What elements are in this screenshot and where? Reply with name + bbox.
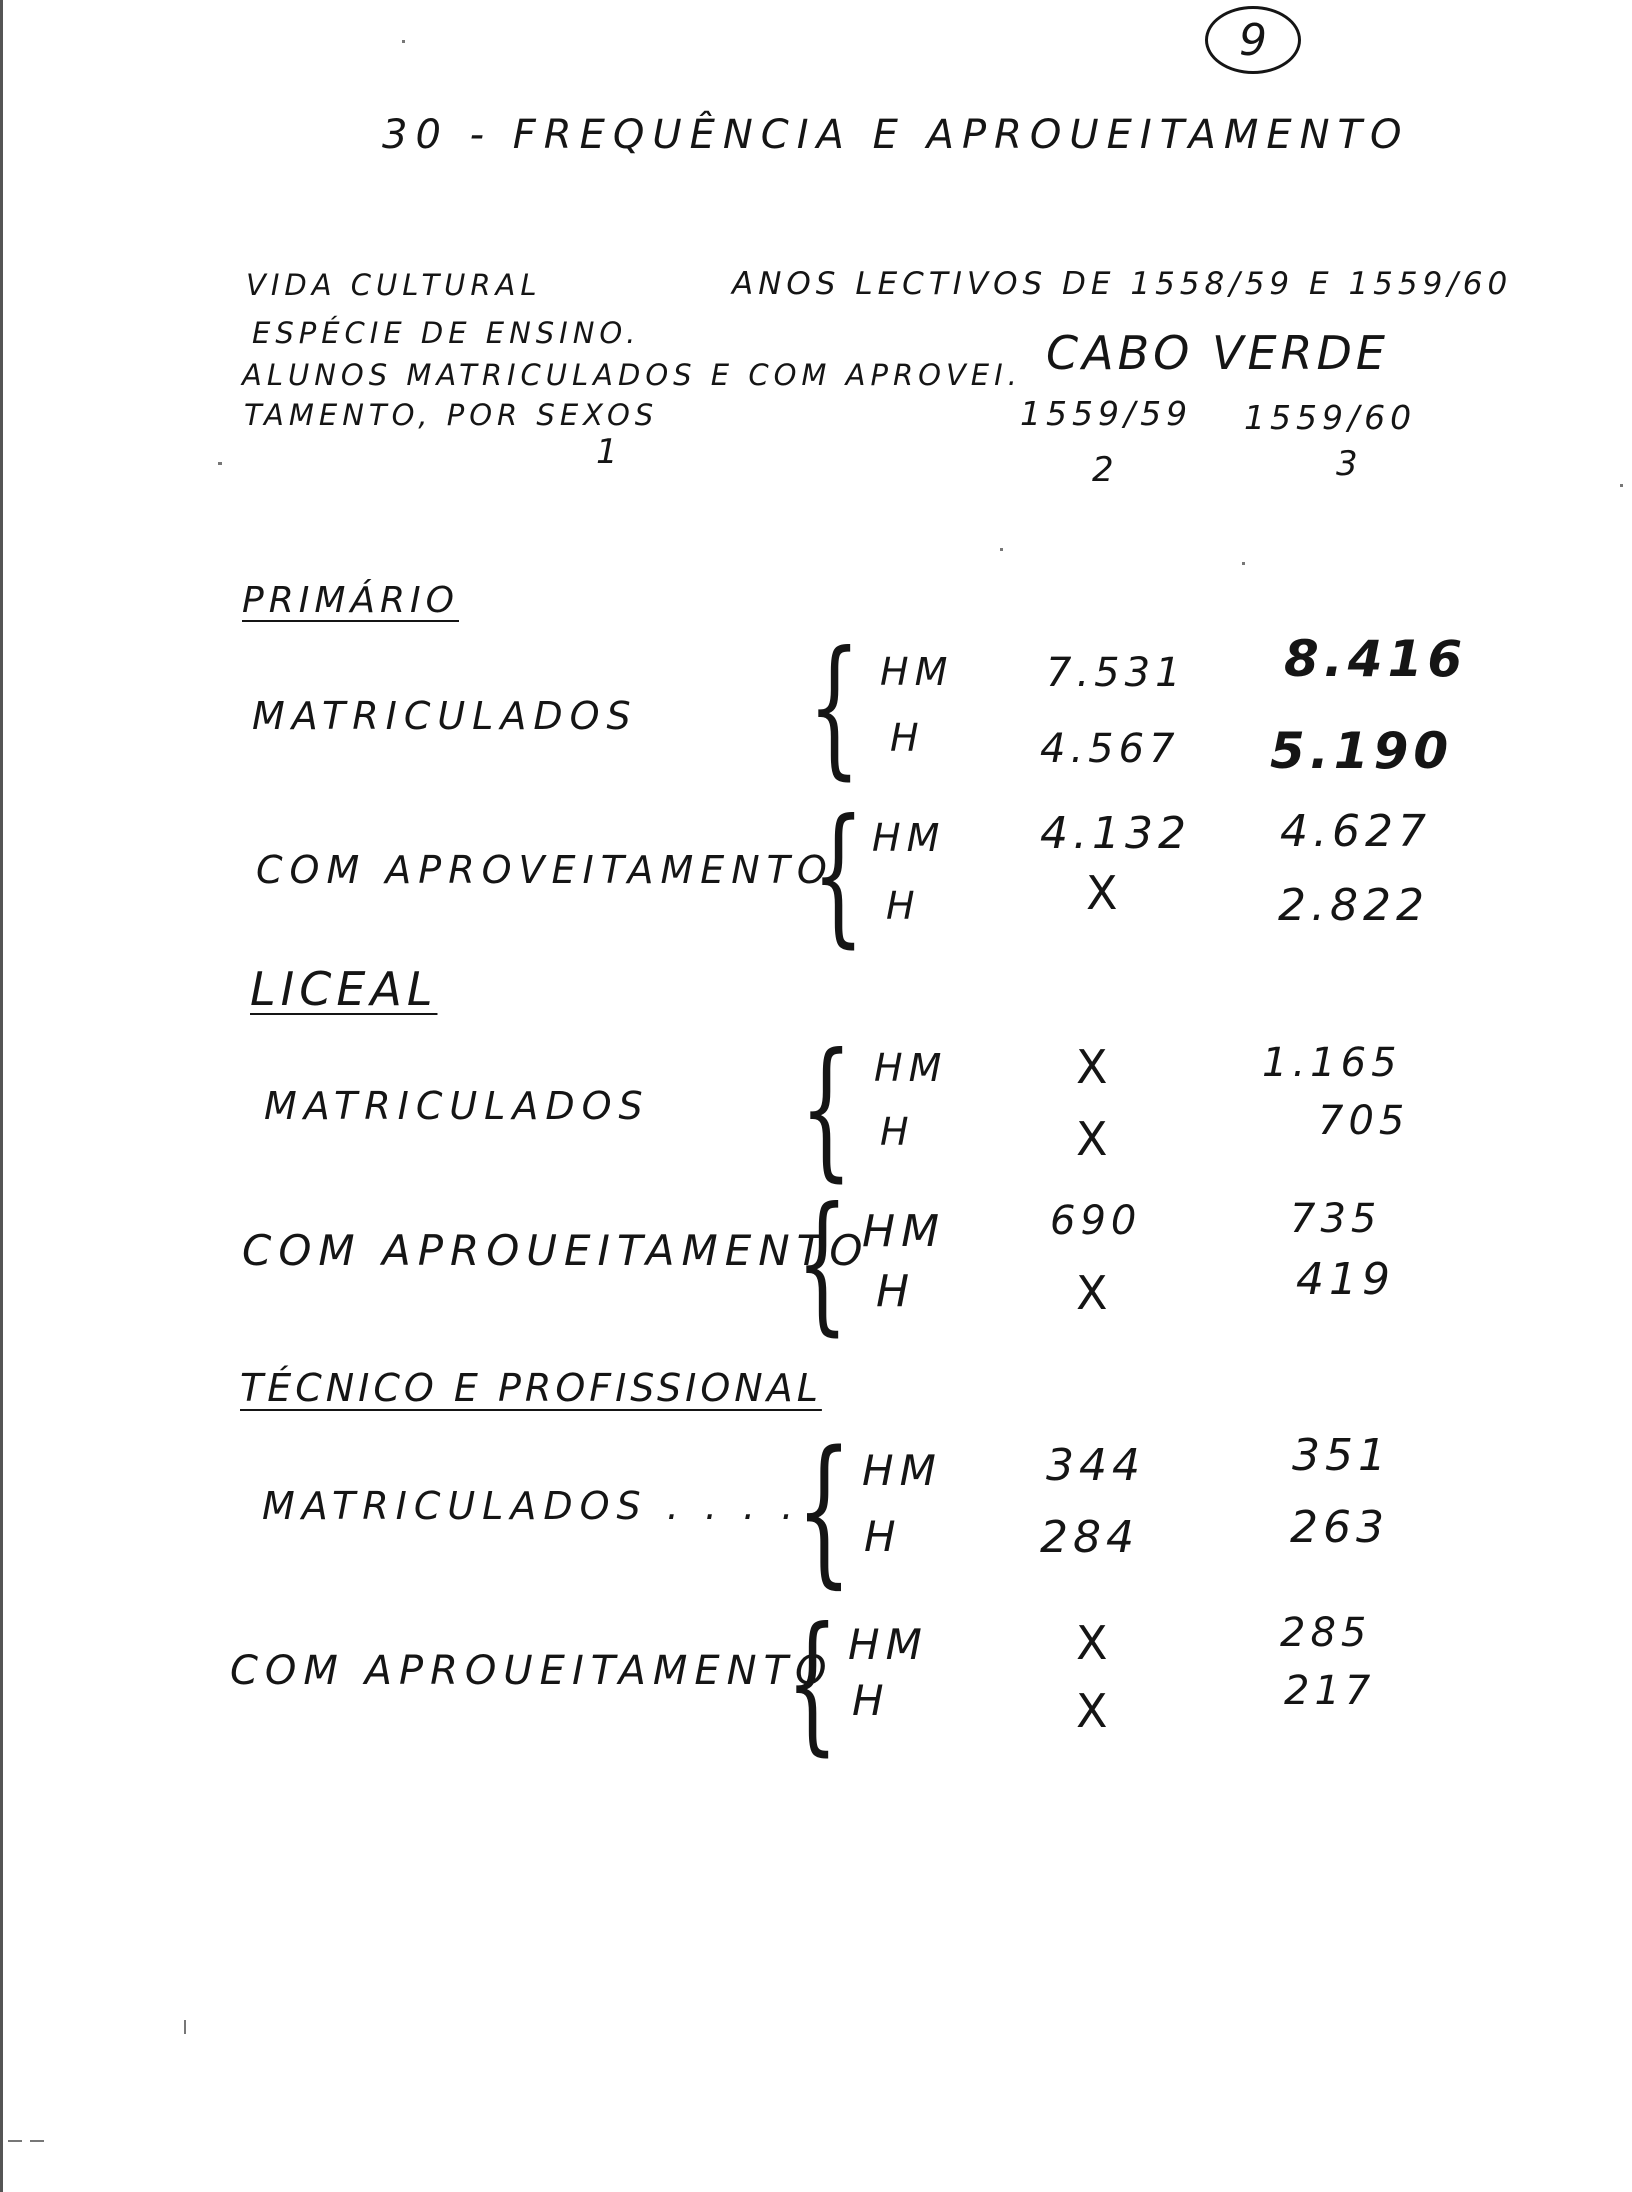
column-number-2: 2 bbox=[1092, 450, 1118, 490]
sex-label: H bbox=[852, 1676, 890, 1725]
value-cell: 8.416 bbox=[1284, 630, 1468, 688]
value-cell: 4.567 bbox=[1040, 726, 1180, 772]
value-cell: 2.822 bbox=[1278, 880, 1429, 931]
sex-label: H bbox=[864, 1512, 902, 1561]
sex-label: HM bbox=[862, 1206, 946, 1257]
value-cell: X bbox=[1076, 1112, 1113, 1166]
year-column-1: 1559/59 bbox=[1020, 394, 1193, 433]
sex-label: H bbox=[876, 1266, 916, 1317]
scan-speck bbox=[30, 2140, 44, 2142]
value-cell: 690 bbox=[1050, 1198, 1142, 1244]
sex-label: H bbox=[886, 884, 921, 928]
column-number-3: 3 bbox=[1336, 444, 1362, 484]
value-cell: 4.132 bbox=[1040, 808, 1191, 859]
brace: { bbox=[808, 620, 861, 794]
sex-label: H bbox=[880, 1110, 915, 1154]
brace: { bbox=[812, 788, 865, 962]
row-label-liceal-matriculados: MATRICULADOS bbox=[264, 1084, 650, 1128]
brace: { bbox=[796, 1176, 849, 1350]
sex-label: HM bbox=[872, 816, 946, 860]
value-cell: 263 bbox=[1290, 1502, 1389, 1553]
value-cell: 7.531 bbox=[1046, 650, 1186, 696]
scan-speck bbox=[402, 40, 405, 43]
scan-speck bbox=[1242, 562, 1245, 565]
scan-edge bbox=[0, 0, 3, 2192]
value-cell: 735 bbox=[1290, 1196, 1382, 1242]
page-number: 9 bbox=[1239, 14, 1267, 66]
value-cell: 4.627 bbox=[1280, 806, 1431, 857]
value-cell: 5.190 bbox=[1270, 722, 1454, 780]
value-cell: 344 bbox=[1046, 1440, 1145, 1491]
sex-label: H bbox=[890, 716, 925, 760]
section-title-liceal: LICEAL bbox=[250, 962, 438, 1016]
scan-speck bbox=[184, 2020, 186, 2034]
row-label-tecnico-matriculados: MATRICULADOS . . . . bbox=[262, 1484, 801, 1528]
header-line-2: ESPÉCIE DE ENSINO. bbox=[252, 316, 641, 350]
value-cell: X bbox=[1076, 1040, 1113, 1094]
row-label-primario-matriculados: MATRICULADOS bbox=[252, 694, 638, 738]
year-column-2: 1559/60 bbox=[1244, 398, 1417, 437]
brace: { bbox=[786, 1596, 839, 1770]
school-years-caption: ANOS LECTIVOS DE 1558/59 E 1559/60 bbox=[732, 266, 1513, 302]
page-number-circle bbox=[1205, 6, 1301, 74]
section-title-tecnico: TÉCNICO E PROFISSIONAL bbox=[240, 1366, 822, 1410]
value-cell: X bbox=[1076, 1684, 1113, 1738]
header-line-4: TAMENTO, POR SEXOS bbox=[244, 398, 659, 432]
row-label-tecnico-aproveitamento: COM APROUEITAMENTO bbox=[230, 1648, 834, 1694]
row-label-primario-aproveitamento: COM APROVEITAMENTO bbox=[256, 848, 834, 892]
section-title-primario: PRIMÁRIO bbox=[242, 580, 459, 621]
value-cell: X bbox=[1076, 1266, 1113, 1320]
scan-speck bbox=[8, 2140, 22, 2142]
sex-label: HM bbox=[880, 650, 954, 694]
scan-speck bbox=[218, 462, 222, 465]
document-title: 30 - FREQUÊNCIA E APROUEITAMENTO bbox=[382, 112, 1410, 158]
sex-label: HM bbox=[874, 1046, 948, 1090]
value-cell: X bbox=[1076, 1616, 1113, 1670]
value-cell: X bbox=[1086, 866, 1123, 920]
value-cell: 1.165 bbox=[1262, 1040, 1402, 1086]
row-label-liceal-aproveitamento: COM APROUEITAMENTO bbox=[242, 1226, 870, 1275]
value-cell: 284 bbox=[1040, 1512, 1139, 1563]
header-line-1: VIDA CULTURAL bbox=[246, 268, 542, 302]
header-line-3: ALUNOS MATRICULADOS E COM APROVEI. bbox=[242, 358, 1022, 392]
scan-speck bbox=[1620, 484, 1623, 487]
brace: { bbox=[800, 1022, 853, 1196]
sex-label: HM bbox=[848, 1620, 928, 1669]
sex-label: HM bbox=[862, 1446, 942, 1495]
value-cell: 419 bbox=[1296, 1254, 1395, 1305]
brace: { bbox=[796, 1416, 852, 1603]
region-name: CABO VERDE bbox=[1046, 326, 1389, 380]
value-cell: 705 bbox=[1318, 1098, 1410, 1144]
value-cell: 351 bbox=[1292, 1430, 1391, 1481]
column-number-1: 1 bbox=[596, 432, 622, 472]
value-cell: 217 bbox=[1284, 1668, 1376, 1714]
value-cell: 285 bbox=[1280, 1610, 1372, 1656]
scan-speck bbox=[1000, 548, 1003, 551]
